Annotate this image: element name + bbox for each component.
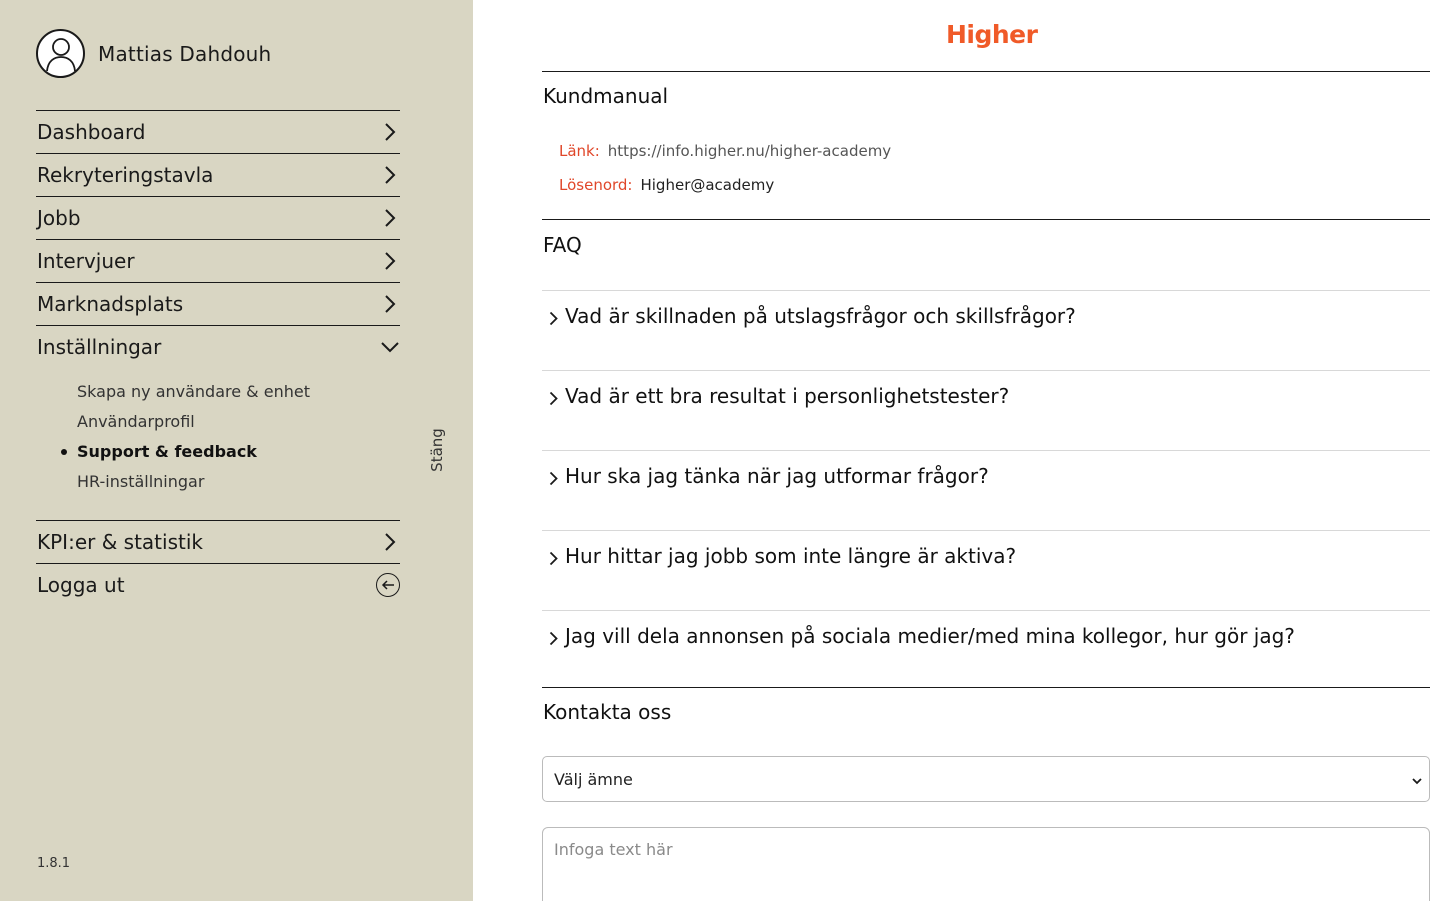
close-sidebar-label: Stäng	[428, 428, 446, 472]
manual-link-label: Länk:	[559, 142, 600, 160]
app-version: 1.8.1	[37, 856, 71, 871]
nav-item-jobb[interactable]	[36, 196, 400, 239]
faq-item[interactable]	[542, 530, 1430, 610]
contact-title: Kontakta oss	[543, 700, 672, 724]
nav-item-label: Inställningar	[37, 335, 162, 359]
submenu-item-hr-settings[interactable]: HR-inställningar	[77, 471, 205, 491]
higher-logo[interactable]: Higher	[946, 20, 1038, 49]
nav-item-label: Dashboard	[37, 120, 146, 144]
chevron-right-icon	[380, 208, 400, 228]
faq-question: Vad är ett bra resultat i personlighetstester?	[565, 384, 1010, 408]
chevron-right-icon	[542, 627, 564, 649]
manual-password-row	[542, 168, 1430, 202]
logout-icon	[376, 573, 400, 597]
faq-item[interactable]	[542, 450, 1430, 530]
chevron-right-icon	[380, 251, 400, 271]
faq-item[interactable]	[542, 370, 1430, 450]
nav-item-installningar[interactable]	[36, 325, 400, 368]
chevron-right-icon	[542, 387, 564, 409]
nav-item-label: Rekryteringstavla	[37, 163, 214, 187]
user-name: Mattias Dahdouh	[98, 41, 272, 66]
chevron-right-icon	[542, 307, 564, 329]
faq-section	[542, 219, 1430, 687]
nav-item-label: KPI:er & statistik	[37, 530, 203, 554]
logout-button[interactable]	[36, 563, 400, 606]
faq-question: Vad är skillnaden på utslagsfrågor och skillsfrågor?	[565, 304, 1076, 328]
faq-question: Hur ska jag tänka när jag utformar frågor?	[565, 464, 989, 488]
manual-link-row	[542, 134, 1430, 168]
faq-item[interactable]	[542, 290, 1430, 370]
message-textarea[interactable]	[542, 827, 1430, 901]
user-icon	[36, 29, 85, 78]
sidebar	[0, 0, 473, 901]
message-placeholder: Infoga text här	[554, 840, 673, 859]
faq-title: FAQ	[543, 233, 582, 257]
chevron-right-icon	[380, 165, 400, 185]
manual-link[interactable]: https://info.higher.nu/higher-academy	[607, 142, 892, 160]
contact-section	[542, 687, 1430, 747]
submenu-item-user-profile[interactable]: Användarprofil	[77, 411, 195, 431]
chevron-right-icon	[380, 122, 400, 142]
subject-select[interactable]	[542, 756, 1430, 802]
nav-item-label: Intervjuer	[37, 249, 135, 273]
chevron-right-icon	[542, 467, 564, 489]
close-sidebar-button[interactable]	[424, 420, 450, 480]
chevron-down-icon	[380, 337, 400, 357]
nav-item-intervjuer[interactable]	[36, 239, 400, 282]
chevron-right-icon	[542, 547, 564, 569]
nav-item-dashboard[interactable]	[36, 110, 400, 153]
chevron-right-icon	[380, 532, 400, 552]
chevron-down-icon	[1411, 770, 1423, 789]
nav-item-kpi[interactable]	[36, 520, 400, 563]
nav-item-label: Jobb	[37, 206, 81, 230]
nav-item-marknadsplats[interactable]	[36, 282, 400, 325]
manual-title: Kundmanual	[543, 84, 669, 108]
settings-submenu	[36, 368, 400, 520]
faq-question: Hur hittar jag jobb som inte längre är aktiva?	[565, 544, 1017, 568]
user-profile[interactable]	[36, 29, 271, 78]
manual-password-label: Lösenord:	[559, 176, 633, 194]
manual-password-value: Higher@academy	[640, 176, 775, 194]
nav-item-label: Marknadsplats	[37, 292, 184, 316]
faq-item[interactable]	[542, 610, 1430, 690]
chevron-right-icon	[380, 294, 400, 314]
subject-select-value: Välj ämne	[554, 769, 633, 789]
submenu-item-support-feedback[interactable]: Support & feedback	[36, 436, 400, 466]
faq-question: Jag vill dela annonsen på sociala medier/med mina kollegor, hur gör jag?	[565, 624, 1295, 648]
submenu-item-create-user[interactable]: Skapa ny användare & enhet	[77, 381, 310, 401]
logout-label: Logga ut	[37, 573, 125, 597]
customer-manual-section	[542, 71, 1430, 219]
nav-item-rekryteringstavla[interactable]	[36, 153, 400, 196]
sidebar-nav	[36, 110, 400, 606]
